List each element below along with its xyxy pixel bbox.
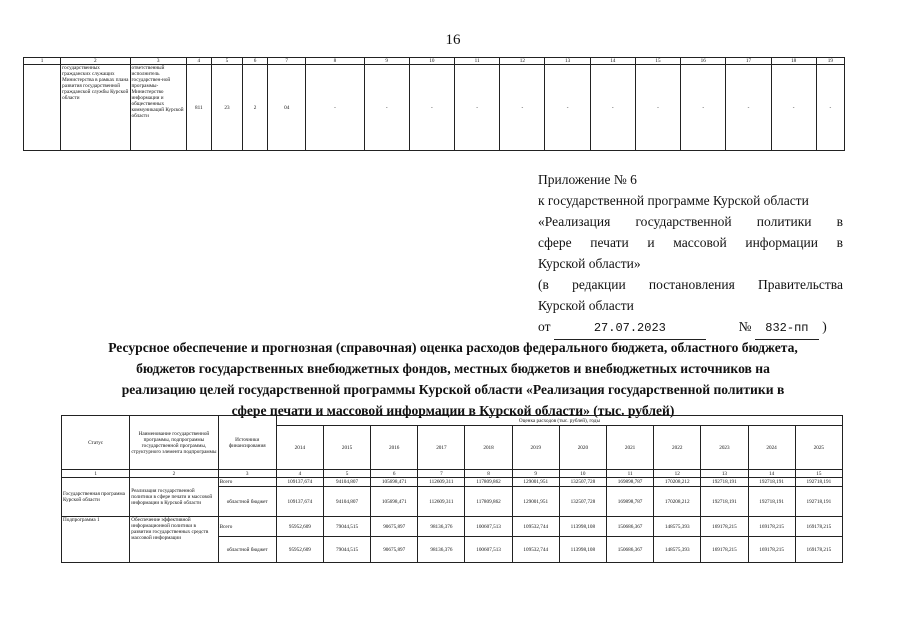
col-number: 5 (211, 58, 242, 65)
col-number: 11 (606, 470, 653, 478)
row-source: Всего (218, 478, 276, 487)
title-line: Ресурсное обеспечение и прогнозная (справочная) оценка расходов федерального бюджета, областного бюджета, (108, 340, 798, 355)
table-cell: 169898,787 (606, 487, 653, 517)
col-number: 1 (62, 470, 130, 478)
table-cell: 811 (186, 65, 211, 151)
table-cell: 170208,212 (654, 478, 701, 487)
col-number: 9 (364, 58, 409, 65)
appendix-program-name-3: Курской области» (538, 256, 641, 271)
name-header: Наименование государственной программы, подпрограммы государственной программы, структурного элемента подпрограммы (130, 416, 218, 470)
col-number-row (62, 470, 843, 478)
table-header-row (62, 416, 843, 426)
table-cell: 170208,212 (654, 487, 701, 517)
year-header: 2022 (654, 426, 701, 470)
col-number: 8 (465, 470, 512, 478)
col-number: 13 (545, 58, 590, 65)
title-line: реализацию целей государственной программы Курской области «Реализация государственной политики в (121, 382, 785, 397)
number-label: № (738, 319, 752, 334)
table-cell: 150686,367 (606, 537, 653, 563)
table-row (62, 478, 843, 487)
resource-table (61, 415, 843, 563)
table-cell: 169898,787 (606, 478, 653, 487)
col-number: 12 (500, 58, 545, 65)
page-number: 16 (445, 32, 461, 48)
table-cell: 113998,108 (559, 537, 606, 563)
table-cell: 112609,311 (418, 487, 465, 517)
table-cell: - (545, 65, 590, 151)
row-source: областной бюджет (218, 487, 276, 517)
table-cell: 04 (268, 65, 306, 151)
table-cell: 192718,191 (795, 478, 842, 487)
appendix-program-name-2: сфере печати и массовой информации в (538, 235, 843, 250)
appendix-number: Приложение № 6 (538, 172, 637, 187)
col-number: 11 (455, 58, 500, 65)
year-header: 2014 (276, 426, 323, 470)
table-cell: 192718,191 (701, 487, 748, 517)
table-cell: 169178,215 (701, 537, 748, 563)
estimate-header: Оценка расходов (тыс. рублей), годы (276, 416, 842, 426)
appendix-region: Курской области (538, 298, 634, 313)
decree-number: 832-пп (755, 318, 819, 340)
col-number: 15 (795, 470, 842, 478)
table-cell: 169178,215 (748, 517, 795, 537)
table-cell: 100607,513 (465, 517, 512, 537)
appendix-program-name-1: «Реализация государственной политики в (538, 214, 843, 229)
col-number: 13 (701, 470, 748, 478)
table-cell: - (771, 65, 816, 151)
table-cell: 169178,215 (795, 517, 842, 537)
title-line: бюджетов государственных внебюджетных фондов, местных бюджетов и внебюджетных источников на (136, 361, 770, 376)
table-cell: 90675,897 (371, 517, 418, 537)
year-header: 2016 (371, 426, 418, 470)
decree-date: 27.07.2023 (554, 318, 706, 340)
executor-description: ответственный исполнитель государствен-ной программы-Министерство информации и общественных коммуникаций Курской области (130, 65, 186, 151)
table-cell: 132507,728 (559, 487, 606, 517)
table-cell: - (681, 65, 726, 151)
col-number: 17 (726, 58, 771, 65)
table-cell: - (500, 65, 545, 151)
table-cell: 94104,807 (323, 478, 370, 487)
table-cell: - (364, 65, 409, 151)
table-cell: 148575,393 (654, 517, 701, 537)
col-number: 6 (243, 58, 268, 65)
table-cell: 192718,191 (701, 478, 748, 487)
table-cell: 117809,862 (465, 487, 512, 517)
table-cell: 90675,897 (371, 537, 418, 563)
col-number: 2 (130, 470, 218, 478)
row-status: Государственная программа Курской области (62, 478, 130, 517)
year-header: 2017 (418, 426, 465, 470)
col-number: 16 (681, 58, 726, 65)
col-number: 7 (268, 58, 306, 65)
col-number: 9 (512, 470, 559, 478)
table-cell: 105698,471 (371, 487, 418, 517)
table-cell: 109532,744 (512, 537, 559, 563)
col-number: 3 (218, 470, 276, 478)
table-row (24, 65, 845, 151)
table-cell: 100607,513 (465, 537, 512, 563)
table-cell: - (409, 65, 454, 151)
date-label: от (538, 319, 551, 334)
status-header: Статус (62, 416, 130, 470)
year-header: 2025 (795, 426, 842, 470)
table-cell: - (306, 65, 364, 151)
table-cell: 79044,515 (323, 537, 370, 563)
table-cell: 169178,215 (701, 517, 748, 537)
col-number: 1 (24, 58, 61, 65)
col-number: 14 (590, 58, 635, 65)
table-cell: 169178,215 (795, 537, 842, 563)
table-cell: 129001,951 (512, 487, 559, 517)
appendix-program-ref: к государственной программе Курской области (538, 193, 809, 208)
col-number: 4 (186, 58, 211, 65)
table-cell: 109532,744 (512, 517, 559, 537)
year-header: 2019 (512, 426, 559, 470)
col-number: 8 (306, 58, 364, 65)
table-cell: 98136,376 (418, 537, 465, 563)
col-number: 2 (61, 58, 130, 65)
col-number: 12 (654, 470, 701, 478)
title-line: сфере печати и массовой информации в Курской области» (тыс. рублей) (231, 403, 675, 418)
continued-table (23, 57, 845, 151)
table-cell: - (726, 65, 771, 151)
table-cell: 192718,191 (795, 487, 842, 517)
table-cell: 109137,674 (276, 487, 323, 517)
col-number: 18 (771, 58, 816, 65)
table-cell: 117809,862 (465, 478, 512, 487)
table-cell: 192718,191 (748, 478, 795, 487)
table-cell: 95952,609 (276, 517, 323, 537)
table-cell: - (590, 65, 635, 151)
col-number: 19 (816, 58, 844, 65)
row-source: Всего (218, 517, 276, 537)
table-cell: 95952,609 (276, 537, 323, 563)
table-cell: 109137,674 (276, 478, 323, 487)
col-number: 15 (635, 58, 680, 65)
table-cell: - (816, 65, 844, 151)
activity-description: государственных гражданских служащих Министерства в рамках плана развития государственной гражданской службы Курской области (61, 65, 130, 151)
row-source: областной бюджет (218, 537, 276, 563)
table-cell: 79044,515 (323, 517, 370, 537)
row-name: Обеспечение эффективной информационной политики в развитии государственных средств массовой информации (130, 517, 218, 563)
table-header-row (24, 58, 845, 65)
table-cell: 94104,807 (323, 487, 370, 517)
closing-paren: ) (822, 319, 827, 334)
year-header: 2021 (606, 426, 653, 470)
document-title (60, 337, 846, 421)
table-cell: 112609,311 (418, 478, 465, 487)
table-cell: 23 (211, 65, 242, 151)
table-cell: 132507,728 (559, 478, 606, 487)
year-header: 2020 (559, 426, 606, 470)
year-header: 2015 (323, 426, 370, 470)
year-header: 2024 (748, 426, 795, 470)
table-cell: 129001,951 (512, 478, 559, 487)
col-number: 5 (323, 470, 370, 478)
table-cell: 98136,376 (418, 517, 465, 537)
year-header: 2023 (701, 426, 748, 470)
appendix-header (538, 169, 843, 340)
col-number: 4 (276, 470, 323, 478)
col-number: 10 (559, 470, 606, 478)
table-cell: 148575,393 (654, 537, 701, 563)
table-cell: 150686,367 (606, 517, 653, 537)
year-header: 2018 (465, 426, 512, 470)
table-cell: 192718,191 (748, 487, 795, 517)
table-cell: 2 (243, 65, 268, 151)
col-number: 10 (409, 58, 454, 65)
table-cell: 105698,471 (371, 478, 418, 487)
row-status: Подпрограмма 1 (62, 517, 130, 563)
table-cell: 113998,108 (559, 517, 606, 537)
table-cell: - (455, 65, 500, 151)
col-number: 7 (418, 470, 465, 478)
table-row (62, 517, 843, 537)
appendix-edition: (в редакции постановления Правительства (538, 277, 843, 292)
col-number: 14 (748, 470, 795, 478)
col-number: 3 (130, 58, 186, 65)
table-cell: 169178,215 (748, 537, 795, 563)
col-number: 6 (371, 470, 418, 478)
table-cell: - (635, 65, 680, 151)
row-name: Реализация государственной политики в сфере печати и массовой информации в Курской области (130, 478, 218, 517)
source-header: Источники финансирования (218, 416, 276, 470)
